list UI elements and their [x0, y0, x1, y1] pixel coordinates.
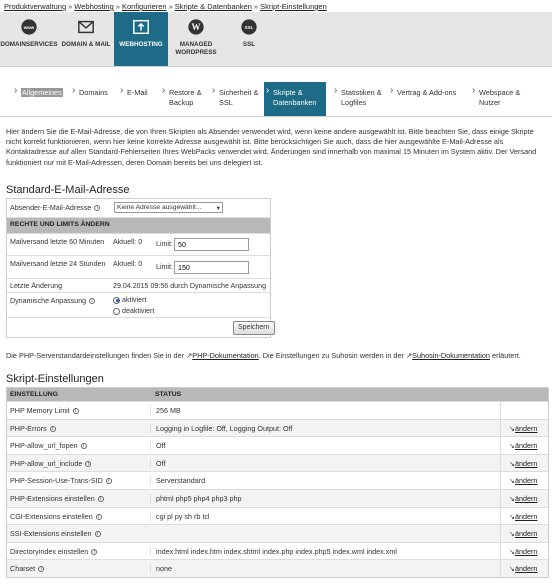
tab-statistiken-logfiles[interactable]: › Statistiken & Logfiles — [332, 82, 388, 116]
intro-text: Hier ändern Sie die E-Mail-Adresse, die von Ihren Skripten als Absender verwendet wird, wenn keine andere ausgewählt ist. Bitte beachten Sie, dass einige Skripte nicht korrekt funktionieren, wenn hier keine korrekte Adresse ausgewählt ist. Bitte berücksichtigen Sie auch, dass die hier ausgewählte E-Mail-Adresse als Kontaktadresse auf allen Standard-Fehlerseiten Ihres WebPacks verwendet wird. Änderungen sind innerhalb von maximal 15 Minuten im System aktiv. Der Versand funktioniert nur mit E-Mail-Adressen, deren Domain bereits bei uns delegiert ist. — [6, 127, 537, 167]
envelope-icon — [77, 18, 95, 36]
tab-email[interactable]: › E-Mail — [118, 82, 160, 116]
chevron-down-icon: ▾ — [216, 205, 220, 212]
arrow-icon: ↘ — [509, 458, 516, 468]
wordpress-icon — [187, 18, 205, 36]
nav-label: DOMAIN & MAIL — [61, 41, 111, 48]
svg-text:SSL: SSL — [244, 24, 254, 30]
script-section-title: Skript-Einstellungen — [6, 373, 104, 385]
sender-row — [7, 199, 270, 217]
action-cell — [500, 420, 537, 437]
table-row — [7, 524, 548, 542]
radio-off-icon — [113, 308, 120, 315]
tab-webspace-nutzer[interactable]: › Webspace & Nutzer — [470, 82, 532, 116]
setting-name: PHP Memory Limit i — [10, 406, 79, 415]
setting-status: Off — [150, 441, 165, 450]
email-settings-table — [6, 198, 271, 338]
svg-text:www: www — [23, 24, 35, 30]
suhosin-docs-link[interactable]: Suhosin-Dokumentation — [412, 351, 490, 360]
radio-aktiviert[interactable]: aktiviert — [113, 296, 146, 304]
nav-label: WEBHOSTING — [119, 41, 163, 48]
breadcrumb-link-webhosting[interactable]: Webhosting — [74, 2, 114, 11]
info-icon[interactable]: i — [96, 514, 102, 520]
action-cell — [500, 508, 537, 525]
change-link[interactable]: ändern — [515, 441, 538, 451]
tab-sicherheit-ssl[interactable]: › Sicherheit & SSL — [210, 82, 262, 116]
info-icon[interactable]: i — [91, 549, 97, 555]
action-cell — [500, 525, 537, 542]
info-icon[interactable]: i — [94, 205, 100, 211]
radio-on-icon — [113, 297, 120, 304]
info-icon[interactable]: i — [89, 298, 95, 304]
nav-item-domain-mail[interactable] — [58, 12, 114, 66]
upload-box-icon — [132, 18, 150, 36]
action-cell — [500, 543, 537, 560]
php-docs-link[interactable]: PHP-Dokumentation — [192, 351, 259, 360]
ssl-icon — [240, 18, 258, 36]
setting-status: phtml php5 php4 php3 php — [150, 494, 242, 503]
setting-status: cgi pl py sh rb tcl — [150, 512, 210, 521]
product-nav — [0, 12, 552, 67]
table-row — [7, 419, 548, 437]
col-status-header: STATUS — [155, 391, 182, 398]
tab-skripte-datenbanken[interactable]: › Skripte & Datenbanken — [264, 82, 326, 116]
breadcrumb-link-skripte-datenbanken[interactable]: Skripte & Datenbanken — [174, 2, 252, 11]
tab-domains[interactable]: › Domains — [70, 82, 118, 116]
info-icon[interactable]: i — [73, 408, 79, 414]
setting-name: SSI-Extensions einstellen i — [10, 529, 101, 538]
change-link[interactable]: ändern — [515, 458, 538, 468]
change-link[interactable]: ändern — [515, 511, 538, 521]
last-change-value: 29.04.2015 09:56 durch Dynamische Anpassung — [113, 282, 267, 290]
nav-label: SSL — [242, 41, 256, 48]
last-change-row — [7, 278, 270, 292]
change-link[interactable]: ändern — [515, 529, 538, 539]
change-link[interactable]: ändern — [515, 546, 538, 556]
arrow-icon: ↘ — [509, 564, 516, 574]
last-change-label: Letzte Änderung — [10, 282, 63, 290]
action-cell — [500, 490, 537, 507]
www-icon — [20, 18, 38, 36]
save-button[interactable]: Speichern — [233, 321, 275, 335]
info-icon[interactable]: i — [38, 566, 44, 572]
setting-name: Directoryindex einstellen i — [10, 547, 97, 556]
limit-24-label: Mailversand letzte 24 Stunden — [10, 260, 106, 268]
col-setting-header: EINSTELLUNG — [10, 391, 58, 398]
setting-name: PHP-Session-Use-Trans-SID i — [10, 476, 112, 485]
nav-label: MANAGED WORDPRESS — [175, 41, 217, 56]
breadcrumb: Produktverwaltung » Webhosting » Konfigurieren » Skripte & Datenbanken » Skript-Einstellungen — [4, 2, 327, 11]
limit-60-current: Aktuell: 0 — [113, 238, 143, 246]
table-row — [7, 454, 548, 472]
dynamic-row — [7, 292, 270, 317]
limit-24-input[interactable] — [174, 261, 249, 274]
setting-status: Off — [150, 459, 165, 468]
nav-item-ssl[interactable] — [224, 12, 274, 66]
breadcrumb-link-produktverwaltung[interactable]: Produktverwaltung — [4, 2, 67, 11]
setting-status: Serverstandard — [150, 476, 205, 485]
limits-header: RECHTE UND LIMITS ÄNDERN — [7, 217, 270, 233]
sender-label: Absender-E-Mail-Adresse — [10, 204, 92, 212]
limit-60-label: Mailversand letzte 60 Minuten — [10, 238, 105, 246]
radio-deaktiviert[interactable]: deaktiviert — [113, 307, 154, 315]
arrow-icon: ↘ — [509, 493, 516, 503]
info-icon[interactable]: i — [95, 531, 101, 537]
action-cell — [500, 455, 537, 472]
change-link[interactable]: ändern — [515, 564, 538, 574]
table-row — [7, 542, 548, 560]
change-link[interactable]: ändern — [515, 476, 538, 486]
info-icon[interactable]: i — [50, 426, 56, 432]
action-cell — [500, 402, 509, 419]
dynamic-label: Dynamische Anpassung — [10, 297, 87, 305]
arrow-icon: ↘ — [509, 441, 516, 451]
nav-label: DOMAINSERVICES — [0, 41, 58, 48]
arrow-icon: ↘ — [509, 476, 516, 486]
sender-select[interactable]: Keine Adresse ausgewählt... ▾ — [114, 202, 223, 213]
limit-60-row — [7, 233, 270, 255]
setting-name: PHP-Errors i — [10, 424, 56, 433]
limit-60-limit-label: Limit: — [156, 240, 173, 248]
info-icon[interactable]: i — [85, 461, 91, 467]
info-icon[interactable]: i — [98, 496, 104, 502]
action-cell — [500, 560, 537, 577]
save-row — [7, 317, 270, 337]
svg-text:W: W — [191, 22, 201, 33]
breadcrumb-link-konfigurieren[interactable]: Konfigurieren — [121, 2, 167, 11]
limit-24-row — [7, 255, 270, 278]
limit-24-limit-label: Limit: — [156, 263, 173, 271]
info-icon[interactable]: i — [106, 478, 112, 484]
external-link-icon: ↗ — [405, 351, 413, 360]
external-link-icon: ↗ — [186, 351, 193, 360]
nav-item-managed-wordpress[interactable] — [168, 12, 224, 66]
arrow-icon: ↘ — [509, 511, 516, 521]
action-cell — [500, 437, 537, 454]
setting-status: Logging in Logfile: Off, Logging Output: Off — [150, 424, 292, 433]
info-icon[interactable]: i — [81, 443, 87, 449]
table-row — [7, 507, 548, 525]
arrow-icon: ↘ — [509, 529, 516, 539]
table-row — [7, 489, 548, 507]
breadcrumb-link-skript-einstellungen[interactable]: Skript-Einstellungen — [260, 2, 327, 11]
setting-name: PHP-allow_url_fopen i — [10, 441, 87, 450]
nav-item-webhosting[interactable] — [114, 12, 168, 66]
php-docs-line: Die PHP-Serverstandardeinstellungen finden Sie in der ↗PHP-Dokumentation. Die Einstellungen zu Suhosin werden in der ↗Suhosin-Dokumentation erläutert. — [6, 351, 521, 360]
nav-item-domainservices[interactable] — [0, 12, 58, 66]
setting-status: index.html index.htm index.shtml index.php index.php5 index.wml index.xml — [150, 547, 397, 556]
setting-name: Charset i — [10, 564, 44, 573]
tab-allgemeines[interactable]: › Allgemeines — [12, 82, 74, 116]
table-row — [7, 559, 548, 577]
table-row — [7, 436, 548, 454]
setting-status: none — [150, 564, 172, 573]
setting-name: PHP-Extensions einstellen i — [10, 494, 104, 503]
email-section-title: Standard-E-Mail-Adresse — [6, 184, 130, 196]
limit-60-input[interactable] — [174, 238, 249, 251]
tab-vertrag-addons[interactable]: › Vertrag & Add-ons — [388, 82, 468, 116]
arrow-icon: ↘ — [509, 546, 516, 556]
script-settings-table — [6, 387, 549, 578]
table-row — [7, 471, 548, 489]
tab-restore-backup[interactable]: › Restore & Backup — [160, 82, 210, 116]
setting-name: PHP-allow_url_include i — [10, 459, 91, 468]
change-link[interactable]: ändern — [515, 423, 538, 433]
arrow-icon: ↘ — [509, 423, 516, 433]
action-cell — [500, 472, 537, 489]
setting-name: CGI-Extensions einstellen i — [10, 512, 102, 521]
limit-24-current: Aktuell: 0 — [113, 260, 143, 268]
setting-status: 256 MB — [150, 406, 181, 415]
section-tabs — [0, 79, 552, 117]
table-header — [7, 388, 548, 401]
table-row — [7, 401, 548, 419]
change-link[interactable]: ändern — [515, 493, 538, 503]
